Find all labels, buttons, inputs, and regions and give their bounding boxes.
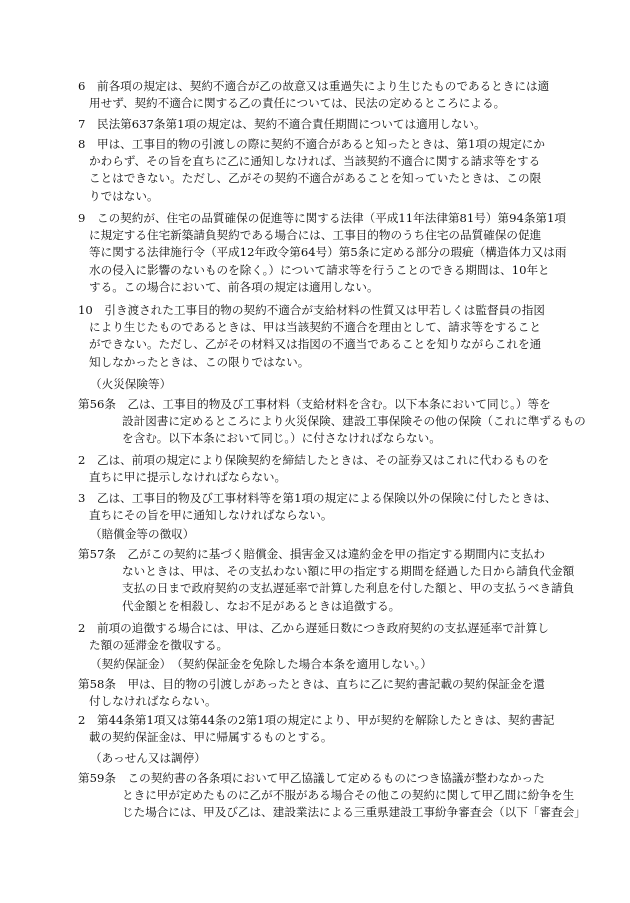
text-line: ができない。ただし、乙がその材料又は指図の不適当であることを知りながらこれを通 [89, 337, 542, 352]
text-line: により生じたものであるときは、甲は当該契約不適合を理由として、請求等をすること [89, 320, 541, 335]
article-56-paragraph-2 [78, 452, 553, 486]
text-line: 知しなかったときは、この限りではない。 [89, 354, 310, 369]
text-line: 支払の日まで政府契約の支払遅延率で計算した利息を付した額と、甲の支払うべき請負 [122, 581, 575, 596]
text-line: 第59条 この契約書の各条項において甲乙協議して定めるものにつき協議が整わなかった [78, 771, 545, 785]
text-line: 第57条 乙がこの契約に基づく賠償金、損害金又は違約金を甲の指定する期間内に支払わ [78, 547, 545, 561]
text-line: する。この場合において、前各項の規定は適用しない。 [89, 279, 379, 294]
article-56-paragraph-3 [78, 490, 557, 524]
article-59 [78, 770, 586, 822]
section-heading: （賠償金等の徴収） [90, 527, 195, 541]
article-57-paragraph-2 [78, 620, 553, 654]
text-line: ことはできない。ただし、乙がその契約不適合があることを知っていたときは、この限 [89, 171, 542, 186]
text-line: に規定する住宅新築請負契約である場合には、工事目的物のうち住宅の品質確保の促進 [89, 228, 542, 243]
text-line: 用せず、契約不適合に関する乙の責任については、民法の定めるところによる。 [89, 96, 506, 111]
text-line: ないときは、甲は、その支払わない額に甲の指定する期間を経過した日から請負代金額 [122, 564, 575, 579]
text-line: じた場合には、甲及び乙は、建設業法による三重県建設工事紛争審査会（以下「審査会」 [122, 805, 586, 820]
article-57 [78, 546, 575, 615]
section-heading: （あっせん又は調停） [90, 751, 206, 765]
text-line: 付しなければならない。 [89, 694, 217, 709]
paragraph-7 [78, 116, 553, 133]
paragraph-9 [78, 210, 567, 296]
text-line: 第56条 乙は、工事目的物及び工事材料（支給材料を含む。以下本条において同じ。）等を [78, 397, 551, 411]
text-line: 水の侵入に影響のないものを除く。）について請求等を行うことのできる期間は、10年と [89, 262, 550, 277]
text-line: ときに甲が定めたものに乙が不服がある場合その他この契約に関して甲乙間に紛争を生 [122, 788, 575, 803]
text-line: た額の延滞金を徴収する。 [89, 638, 229, 653]
article-58-paragraph-2 [78, 712, 553, 746]
text-line: 6 前各項の規定は、契約不適合が乙の故意又は重過失により生じたものであるときには適 [78, 79, 550, 93]
text-line: 代金額とを相殺し、なお不足があるときは追徴する。 [122, 598, 401, 613]
text-line: 等に関する法律施行令（平成12年政令第64号）第5条に定める部分の瑕疵（構造体力又は雨 [89, 245, 567, 260]
text-line: 9 この契約が、住宅の品質確保の促進等に関する法律（平成11年法律第81号）第94条第1項 [78, 211, 566, 225]
text-line: 2 乙は、前項の規定により保険契約を締結したときは、その証券又はこれに代わるものを [78, 453, 550, 467]
text-line: 2 前項の追徴する場合には、甲は、乙から遅延日数につき政府契約の支払遅延率で計算し [78, 621, 549, 635]
article-58 [78, 676, 553, 710]
article-56 [78, 396, 586, 448]
paragraph-6 [78, 78, 553, 112]
text-line: 2 第44条第1項又は第44条の2第1項の規定により、甲が契約を解除したときは、契約書記 [78, 713, 555, 727]
text-line: かわらず、その旨を直ちに乙に通知しなければ、当該契約不適合に関する請求等をする [89, 154, 541, 169]
text-line: 載の契約保証金は、甲に帰属するものとする。 [89, 730, 333, 745]
section-heading: （火災保険等） [90, 377, 172, 391]
text-line: 7 民法第637条第1項の規定は、契約不適合責任期間については適用しない。 [78, 117, 486, 131]
text-line: りではない。 [89, 188, 159, 203]
text-line: 10 引き渡された工事目的物の契約不適合が支給材料の性質又は甲若しくは監督員の指図 [78, 303, 545, 317]
paragraph-8 [78, 136, 553, 205]
text-line: 8 甲は、工事目的物の引渡しの際に契約不適合があると知ったときは、第1項の規定にか [78, 137, 545, 151]
text-line: を含む。以下本条において同じ。）に付さなければならない。 [122, 431, 441, 446]
text-line: 3 乙は、工事目的物及び工事材料等を第1項の規定による保険以外の保険に付したときは、 [78, 491, 557, 505]
paragraph-10 [78, 302, 553, 371]
text-line: 直ちにその旨を甲に通知しなければならない。 [89, 508, 333, 523]
text-line: 設計図書に定めるところにより火災保険、建設工事保険その他の保険（これに準ずるもの [122, 414, 586, 429]
section-heading: （契約保証金） （契約保証金を免除した場合本条を適用しない。） [90, 657, 433, 671]
text-line: 直ちに甲に提示しなければならない。 [89, 470, 287, 485]
text-line: 第58条 甲は、目的物の引渡しがあったときは、直ちに乙に契約書記載の契約保証金を還 [78, 677, 545, 691]
